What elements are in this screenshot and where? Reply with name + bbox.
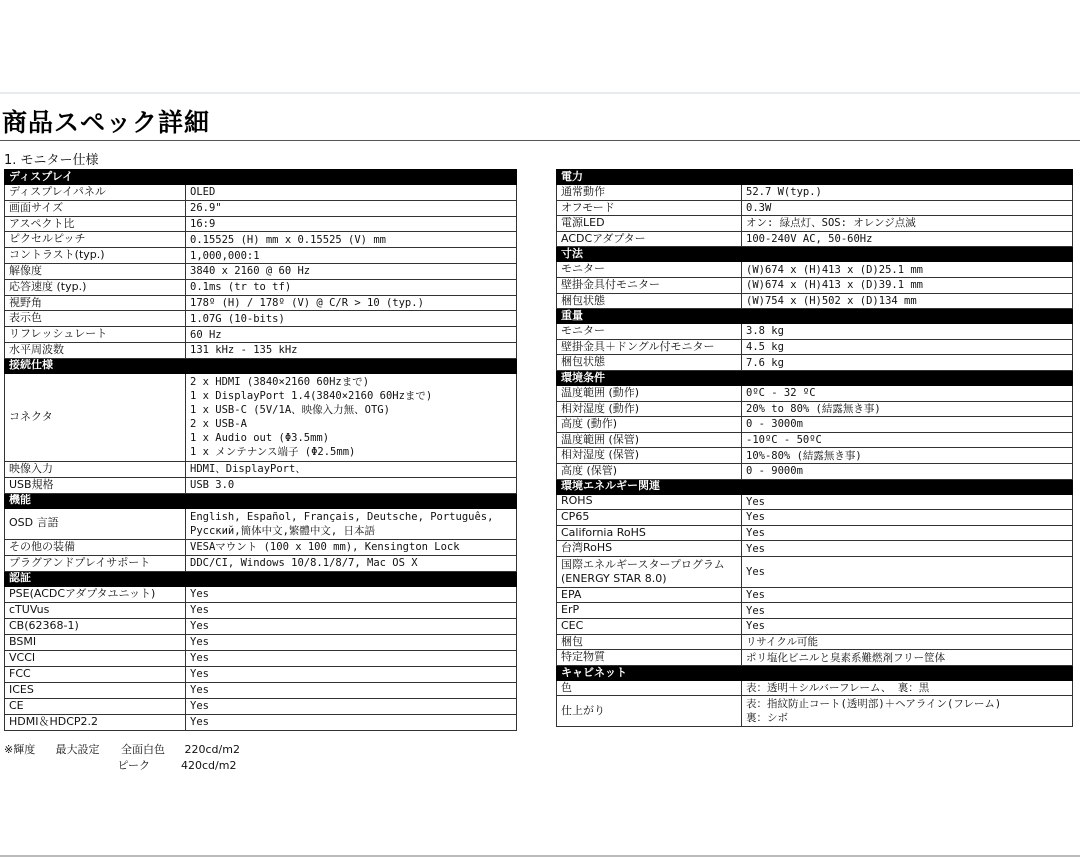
spec-value: オン: 緑点灯、SOS: オレンジ点滅 [742,216,1073,232]
cabinet-finish-row [557,696,1073,727]
spec-label: 応答速度 (typ.) [5,279,186,295]
spec-value-line: 2 x HDMI (3840×2160 60Hzまで) [190,376,370,389]
spec-value: Yes [186,650,517,666]
dimension-row [557,293,1073,309]
eco-row [557,650,1073,666]
spec-label: PSE(ACDCアダプタユニット) [5,586,186,602]
section-header-certification-label: 認証 [5,571,517,586]
spec-label: 特定物質 [557,650,742,666]
spec-value: OLED [186,185,517,201]
usb-standard-row [5,477,517,493]
eco-row [557,619,1073,635]
section-header-dimensions-label: 寸法 [557,247,1073,262]
spec-value: Yes [742,603,1073,619]
spec-value: 131 kHz - 135 kHz [186,342,517,358]
video-input-row [5,461,517,477]
spec-value: Yes [742,556,1073,587]
section-header-environment-label: 環境条件 [557,370,1073,385]
certification-row [5,650,517,666]
spec-value: Yes [186,586,517,602]
eco-row [557,510,1073,526]
eco-row [557,541,1073,557]
spec-label: モニター [557,262,742,278]
spec-label: EPA [557,587,742,603]
spec-label: 梱包 [557,634,742,650]
spec-value: VESAマウント (100 x 100 mm), Kensington Lock [186,539,517,555]
certification-row [5,682,517,698]
spec-label: 台湾RoHS [557,541,742,557]
spec-label: 相対湿度 (保管) [557,448,742,464]
display-spec-row [5,342,517,358]
spec-value-line: 1 x USB-C (5V/1A、映像入力無、OTG) [190,404,390,417]
spec-label: リフレッシュレート [5,327,186,343]
spec-label: 壁掛金具付モニター [557,277,742,293]
spec-value: 1,000,000:1 [186,248,517,264]
note-label: 最大設定 [55,743,100,756]
spec-label: ROHS [557,494,742,510]
certification-row [5,618,517,634]
display-spec-row [5,311,517,327]
spec-label: 解像度 [5,263,186,279]
spec-value: 100-240V AC, 50-60Hz [742,231,1073,247]
spec-value: Yes [742,525,1073,541]
section-header-dimensions [557,247,1073,262]
spec-value-line: 1 x Audio out (Φ3.5mm) [190,432,330,445]
display-spec-row [5,327,517,343]
spec-value [742,696,1073,727]
spec-value: 3840 x 2160 @ 60 Hz [186,263,517,279]
spec-value: ポリ塩化ビニルと臭素系難燃剤フリー筐体 [742,650,1073,666]
spec-value: Yes [186,666,517,682]
spec-label: 高度 (保管) [557,463,742,479]
weight-row [557,355,1073,371]
spec-label: 電源LED [557,216,742,232]
spec-label: その他の装備 [5,539,186,555]
page-title: 商品スペック詳細 [2,108,211,137]
spec-label: 表示色 [5,311,186,327]
spec-value: リサイクル可能 [742,634,1073,650]
spec-value: 10%-80% (結露無き事) [742,448,1073,464]
spec-value: 0.15525 (H) mm x 0.15525 (V) mm [186,232,517,248]
spec-label: 画面サイズ [5,200,186,216]
environment-row [557,417,1073,433]
section-header-power-label: 電力 [557,170,1073,185]
title-rule [0,140,1080,141]
spec-label: ピクセルピッチ [5,232,186,248]
spec-value: Yes [186,682,517,698]
spec-label: 梱包状態 [557,355,742,371]
section-header-cabinet [557,665,1073,680]
spec-value-line: Pусский,簡体中文,繁體中文, 日本語 [190,524,376,537]
spec-label: 梱包状態 [557,293,742,309]
spec-label: FCC [5,666,186,682]
spec-label: VCCI [5,650,186,666]
display-spec-row [5,295,517,311]
dimension-row [557,277,1073,293]
connector-row [5,373,517,461]
spec-label: 映像入力 [5,461,186,477]
section-header-connection [5,358,517,373]
spec-label: ACDCアダプター [557,231,742,247]
spec-value: 16:9 [186,216,517,232]
spec-value: Yes [742,619,1073,635]
function-row [5,539,517,555]
spec-value-line: 裏：シボ [746,712,788,725]
display-spec-row [5,263,517,279]
power-row [557,185,1073,201]
spec-value: 60 Hz [186,327,517,343]
spec-label: ErP [557,603,742,619]
environment-row [557,401,1073,417]
note-row2-name: ピーク [117,759,151,772]
spec-value: Yes [186,714,517,730]
spec-value: Yes [742,541,1073,557]
spec-label: 仕上がり [557,696,742,727]
spec-value: 0ºC - 32 ºC [742,385,1073,401]
spec-label: プラグアンドプレイサポート [5,555,186,571]
note-row1-name: 全面白色 [121,743,165,756]
spec-label: BSMI [5,634,186,650]
spec-value: 4.5 kg [742,339,1073,355]
spec-value: USB 3.0 [186,477,517,493]
certification-row [5,602,517,618]
spec-label: 視野角 [5,295,186,311]
eco-row [557,494,1073,510]
spec-label: USB規格 [5,477,186,493]
spec-label-line: 国際エネルギースタープログラム [561,557,725,571]
note-prefix: ※輝度 [4,743,36,756]
section-header-function-label: 機能 [5,493,517,508]
spec-label: コネクタ [5,373,186,461]
spec-label: 水平周波数 [5,342,186,358]
spec-label: 通常動作 [557,185,742,201]
spec-value: Yes [186,698,517,714]
eco-row [557,634,1073,650]
section-header-display [5,170,517,185]
spec-label: ディスプレイパネル [5,185,186,201]
spec-label: CP65 [557,510,742,526]
section-header-eco-label: 環境エネルギー関連 [557,479,1073,494]
certification-row [5,586,517,602]
spec-value: Yes [742,510,1073,526]
spec-label: コントラスト(typ.) [5,248,186,264]
section-header-power [557,170,1073,185]
spec-value [186,373,517,461]
section-header-connection-label: 接続仕様 [5,358,517,373]
spec-value: 3.8 kg [742,324,1073,340]
environment-row [557,463,1073,479]
display-spec-row [5,185,517,201]
spec-value-line: English, Español, Français, Deutsche, Português, [190,510,494,523]
note-row1-value: 220cd/m2 [184,743,240,756]
spec-value [186,508,517,539]
environment-row [557,385,1073,401]
spec-value: 0 - 3000m [742,417,1073,433]
spec-value: Yes [186,618,517,634]
spec-label: ICES [5,682,186,698]
spec-label: HDMI＆HDCP2.2 [5,714,186,730]
display-spec-row [5,200,517,216]
spec-label: 相対湿度 (動作) [557,401,742,417]
spec-value: (W)674 x (H)413 x (D)25.1 mm [742,262,1073,278]
bottom-rule [0,855,1080,857]
power-row [557,216,1073,232]
section-label: 1. モニター仕様 [4,153,99,168]
spec-value-line: 1 x DisplayPort 1.4(3840×2160 60Hzまで) [190,390,433,403]
spec-label: CE [5,698,186,714]
cabinet-color-row [557,680,1073,696]
spec-label: CB(62368-1) [5,618,186,634]
note-row2-value: 420cd/m2 [181,759,237,772]
spec-value-line: 表：指紋防止コート(透明部)＋ヘアライン(フレーム) [746,698,1002,711]
spec-label: オフモード [557,200,742,216]
section-header-cabinet-label: キャビネット [557,665,1073,680]
certification-row [5,714,517,730]
spec-value: (W)754 x (H)502 x (D)134 mm [742,293,1073,309]
spec-label: アスペクト比 [5,216,186,232]
display-spec-row [5,232,517,248]
spec-value: 0.3W [742,200,1073,216]
spec-value: 26.9" [186,200,517,216]
monitor-spec-table-left [4,169,517,731]
osd-language-row [5,508,517,539]
spec-label-line: (ENERGY STAR 8.0) [561,571,667,585]
spec-label: California RoHS [557,525,742,541]
spec-value: 178º (H) / 178º (V) @ C/R > 10 (typ.) [186,295,517,311]
certification-row [5,666,517,682]
spec-label: CEC [557,619,742,635]
power-row [557,231,1073,247]
spec-value: 52.7 W(typ.) [742,185,1073,201]
power-row [557,200,1073,216]
spec-value-line: 2 x USB-A [190,418,247,431]
section-header-display-label: ディスプレイ [5,170,517,185]
spec-value: 0 - 9000m [742,463,1073,479]
spec-value: 7.6 kg [742,355,1073,371]
spec-label: cTUVus [5,602,186,618]
certification-row [5,634,517,650]
eco-row [557,603,1073,619]
spec-value: 0.1ms (tr to tf) [186,279,517,295]
top-rule [0,92,1080,94]
section-header-function [5,493,517,508]
brightness-note [4,742,240,774]
weight-row [557,339,1073,355]
spec-value: 1.07G (10-bits) [186,311,517,327]
spec-value: 20% to 80% (結露無き事) [742,401,1073,417]
weight-row [557,324,1073,340]
section-header-eco [557,479,1073,494]
display-spec-row [5,279,517,295]
display-spec-row [5,248,517,264]
spec-label [557,556,742,587]
spec-value: Yes [186,602,517,618]
section-header-environment [557,370,1073,385]
spec-value: Yes [742,494,1073,510]
spec-value: Yes [186,634,517,650]
spec-value: DDC/CI, Windows 10/8.1/8/7, Mac OS X [186,555,517,571]
spec-value-line: 1 x メンテナンス端子 (Φ2.5mm) [190,446,356,459]
section-header-weight-label: 重量 [557,309,1073,324]
eco-row [557,525,1073,541]
spec-label: 温度範囲 (保管) [557,432,742,448]
display-spec-row [5,216,517,232]
function-row [5,555,517,571]
section-header-certification [5,571,517,586]
section-header-weight [557,309,1073,324]
spec-value: HDMI、DisplayPort、 [186,461,517,477]
certification-row [5,698,517,714]
spec-value: 表：透明＋シルバーフレーム、 裏：黒 [742,680,1073,696]
spec-label: OSD 言語 [5,508,186,539]
eco-row [557,587,1073,603]
spec-label: 温度範囲 (動作) [557,385,742,401]
spec-value: -10ºC - 50ºC [742,432,1073,448]
spec-label: 壁掛金具＋ドングル付モニター [557,339,742,355]
spec-label: 色 [557,680,742,696]
spec-value: Yes [742,587,1073,603]
dimension-row [557,262,1073,278]
spec-label: 高度 (動作) [557,417,742,433]
spec-value: (W)674 x (H)413 x (D)39.1 mm [742,277,1073,293]
environment-row [557,432,1073,448]
spec-label: モニター [557,324,742,340]
energy-star-row [557,556,1073,587]
monitor-spec-table-right [556,169,1073,727]
environment-row [557,448,1073,464]
